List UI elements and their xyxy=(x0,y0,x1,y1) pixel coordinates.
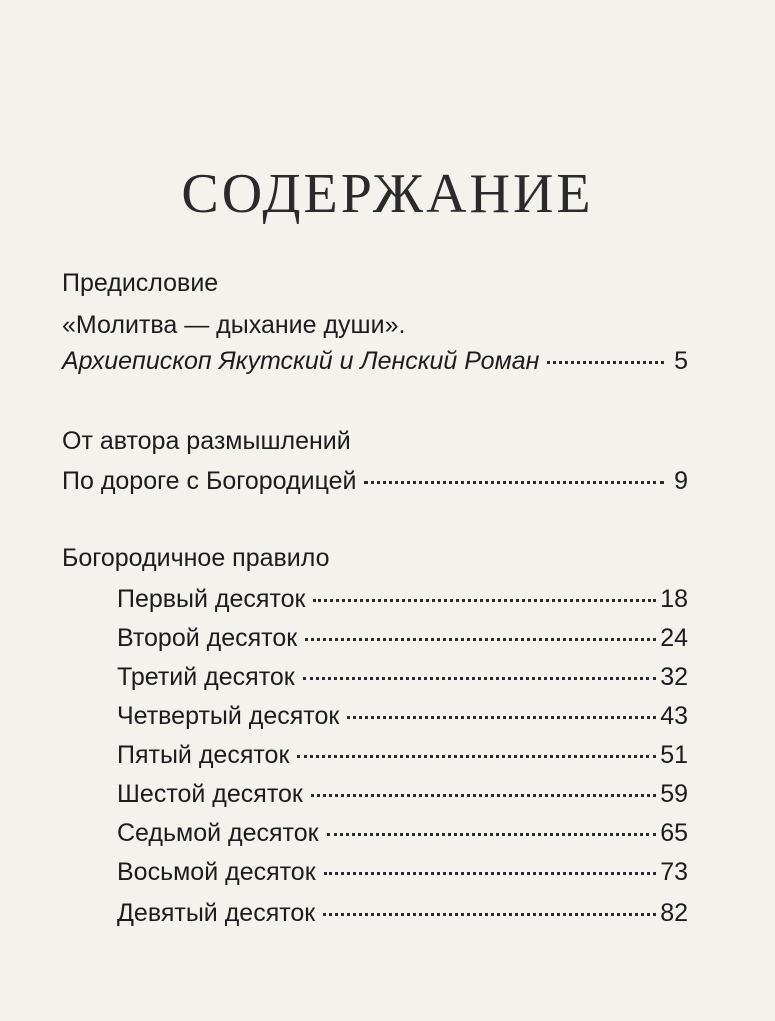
leader-dots xyxy=(303,677,656,680)
leader-dots xyxy=(297,755,656,758)
leader-dots xyxy=(327,833,657,836)
toc-entry-page: 43 xyxy=(660,702,688,730)
leader-dots xyxy=(347,716,656,719)
toc-entry-page: 59 xyxy=(660,780,688,808)
toc-entry-label: Третий десяток xyxy=(117,663,295,691)
toc-entry-preface[interactable] xyxy=(62,346,688,376)
preface-heading: Предисловие xyxy=(62,269,219,297)
toc-entry-page: 5 xyxy=(674,347,688,375)
leader-dots xyxy=(323,913,656,916)
toc-entry-label: Четвертый десяток xyxy=(117,702,340,730)
toc-entry-decade[interactable] xyxy=(117,623,688,653)
toc-entry-decade[interactable] xyxy=(117,584,688,614)
leader-dots xyxy=(311,794,656,797)
toc-entry-page: 9 xyxy=(674,467,688,495)
leader-dots xyxy=(324,872,657,875)
toc-entry-decade[interactable] xyxy=(117,701,688,731)
toc-entry-label: Восьмой десяток xyxy=(117,858,316,886)
toc-entry-page: 73 xyxy=(660,858,688,886)
toc-entry-page: 82 xyxy=(660,899,688,927)
toc-entry-label: Седьмой десяток xyxy=(117,819,319,847)
leader-dots xyxy=(313,599,656,602)
toc-entry-decade[interactable] xyxy=(117,857,688,887)
author-heading: От автора размышлений xyxy=(62,427,351,455)
toc-entry-decade[interactable] xyxy=(117,740,688,770)
toc-entry-label: Архиепископ Якутский и Ленский Роман xyxy=(62,347,540,375)
toc-entry-page: 24 xyxy=(660,624,688,652)
toc-entry-decade[interactable] xyxy=(117,662,688,692)
page-title: СОДЕРЖАНИЕ xyxy=(181,163,594,225)
toc-entry-label: По дороге с Богородицей xyxy=(62,467,357,495)
preface-subtitle: «Молитва — дыхание души». xyxy=(62,311,406,339)
toc-entry-decade[interactable] xyxy=(117,818,688,848)
leader-dots xyxy=(547,361,664,364)
toc-entry-label: Шестой десяток xyxy=(117,780,303,808)
toc-entry-page: 51 xyxy=(660,741,688,769)
toc-entry-label: Второй десяток xyxy=(117,624,298,652)
leader-dots xyxy=(364,481,664,484)
leader-dots xyxy=(305,638,656,641)
toc-entry-label: Девятый десяток xyxy=(117,899,316,927)
toc-entry-page: 18 xyxy=(660,585,688,613)
toc-entry-label: Пятый десяток xyxy=(117,741,290,769)
toc-entry-page: 32 xyxy=(660,663,688,691)
toc-entry-page: 65 xyxy=(660,819,688,847)
toc-entry-decade[interactable] xyxy=(117,898,688,928)
rule-heading: Богородичное правило xyxy=(62,544,330,572)
toc-entry-decade[interactable] xyxy=(117,779,688,809)
toc-entry-author[interactable] xyxy=(62,466,688,496)
toc-entry-label: Первый десяток xyxy=(117,585,306,613)
